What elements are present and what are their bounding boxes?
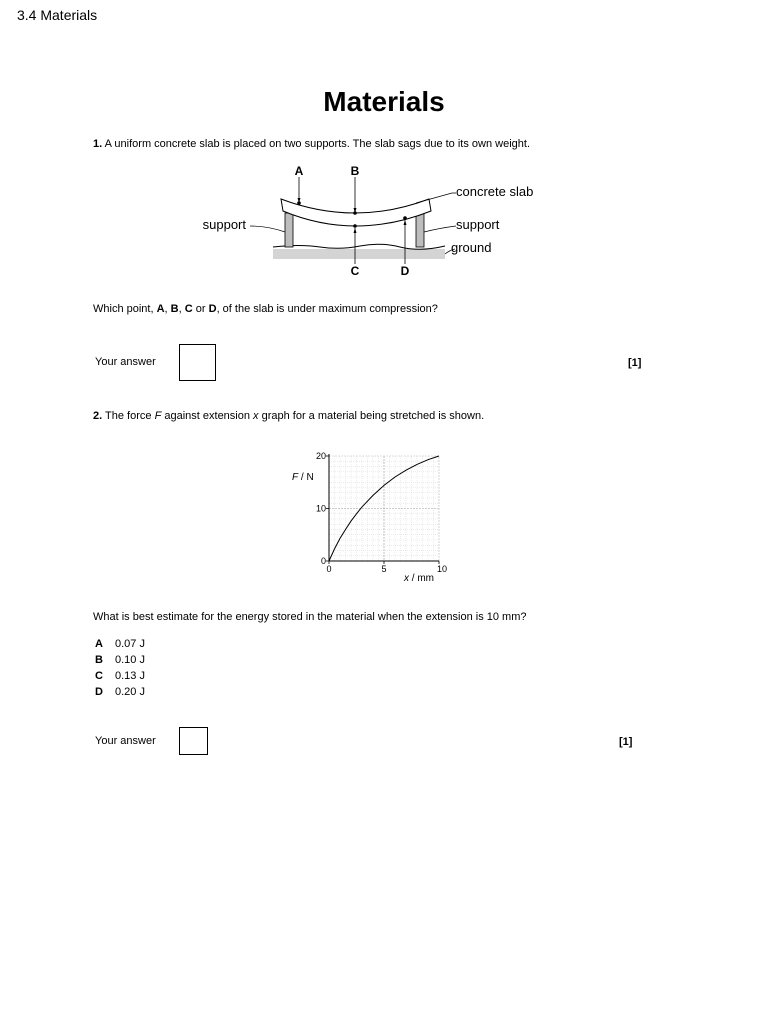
q1-prompt-post: , of the slab is under maximum compression? <box>216 303 438 315</box>
option-letter: D <box>95 686 103 698</box>
x-axis-label <box>403 573 434 584</box>
q2-text <box>93 409 484 423</box>
option-value: 0.07 J <box>115 638 145 650</box>
q2-answer-label: Your answer <box>95 735 156 747</box>
y-tick-label: 20 <box>315 451 326 461</box>
q2-prompt: What is best estimate for the energy stored in the material when the extension is 10 mm? <box>93 611 527 623</box>
x-tick-label: 10 <box>436 564 448 574</box>
option-value: 0.10 J <box>115 654 145 666</box>
left-support <box>285 213 293 247</box>
q2-text-pre: The force <box>105 410 155 422</box>
q2-number: 2. <box>93 410 103 422</box>
q1-prompt-or: or <box>192 303 209 315</box>
label-d: D <box>400 264 410 278</box>
q1-answer-label: Your answer <box>95 356 156 368</box>
x-tick-label: 0 <box>326 564 332 574</box>
q1-prompt-d: D <box>208 303 217 315</box>
label-b: B <box>350 164 360 178</box>
x-axis-unit: / mm <box>409 573 434 584</box>
q1-prompt-sep2: , <box>178 303 185 315</box>
q1-number: 1. <box>93 138 103 150</box>
q2-text-post: graph for a material being stretched is shown. <box>258 410 485 422</box>
q2-text-mid: against extension <box>161 410 254 422</box>
y-axis-label <box>292 472 314 483</box>
option-value: 0.13 J <box>115 670 145 682</box>
x-axis-var: x <box>404 573 409 584</box>
ground-block <box>273 249 445 259</box>
option-letter: C <box>95 670 103 682</box>
label-support-left: support <box>202 217 246 232</box>
x-tick-label: 5 <box>381 564 387 574</box>
y-tick-label: 0 <box>320 556 326 566</box>
q1-marks: [1] <box>628 357 642 369</box>
q1-prompt-b: B <box>170 303 179 315</box>
section-label: 3.4 Materials <box>17 7 98 23</box>
option-a <box>95 636 145 652</box>
label-c: C <box>350 264 360 278</box>
q1-prompt-pre: Which point, <box>93 303 157 315</box>
q2-text-x: x <box>253 410 259 422</box>
q1-prompt-a: A <box>156 303 165 315</box>
label-ground: ground <box>451 240 492 255</box>
label-concrete-slab: concrete slab <box>456 184 534 199</box>
q1-prompt <box>93 302 438 316</box>
q1-answer-box[interactable] <box>179 344 216 381</box>
q2-options <box>95 636 145 700</box>
q2-marks: [1] <box>619 736 633 748</box>
option-b <box>95 652 145 668</box>
point-c <box>353 224 357 228</box>
y-axis-unit: / N <box>298 472 314 483</box>
q1-prompt-c: C <box>184 303 193 315</box>
option-d <box>95 684 145 700</box>
page-title: Materials <box>323 86 445 117</box>
q2-text-f: F <box>154 410 162 422</box>
force-extension-chart <box>280 440 460 590</box>
option-c <box>95 668 145 684</box>
q2-answer-box[interactable] <box>179 727 208 755</box>
label-support-right: support <box>456 217 500 232</box>
option-value: 0.20 J <box>115 686 145 698</box>
right-support <box>416 213 424 247</box>
q1-prompt-sep1: , <box>164 303 171 315</box>
point-d <box>403 216 407 220</box>
chart-grid <box>329 456 439 561</box>
option-letter: A <box>95 638 103 650</box>
q1-question-text: A uniform concrete slab is placed on two supports. The slab sags due to its own weight. <box>104 138 531 150</box>
slab-diagram <box>190 158 560 284</box>
y-tick-label: 10 <box>315 503 326 514</box>
y-axis-var: F <box>292 472 299 483</box>
option-letter: B <box>95 654 103 666</box>
label-a: A <box>294 164 304 178</box>
q1-text <box>93 137 530 151</box>
